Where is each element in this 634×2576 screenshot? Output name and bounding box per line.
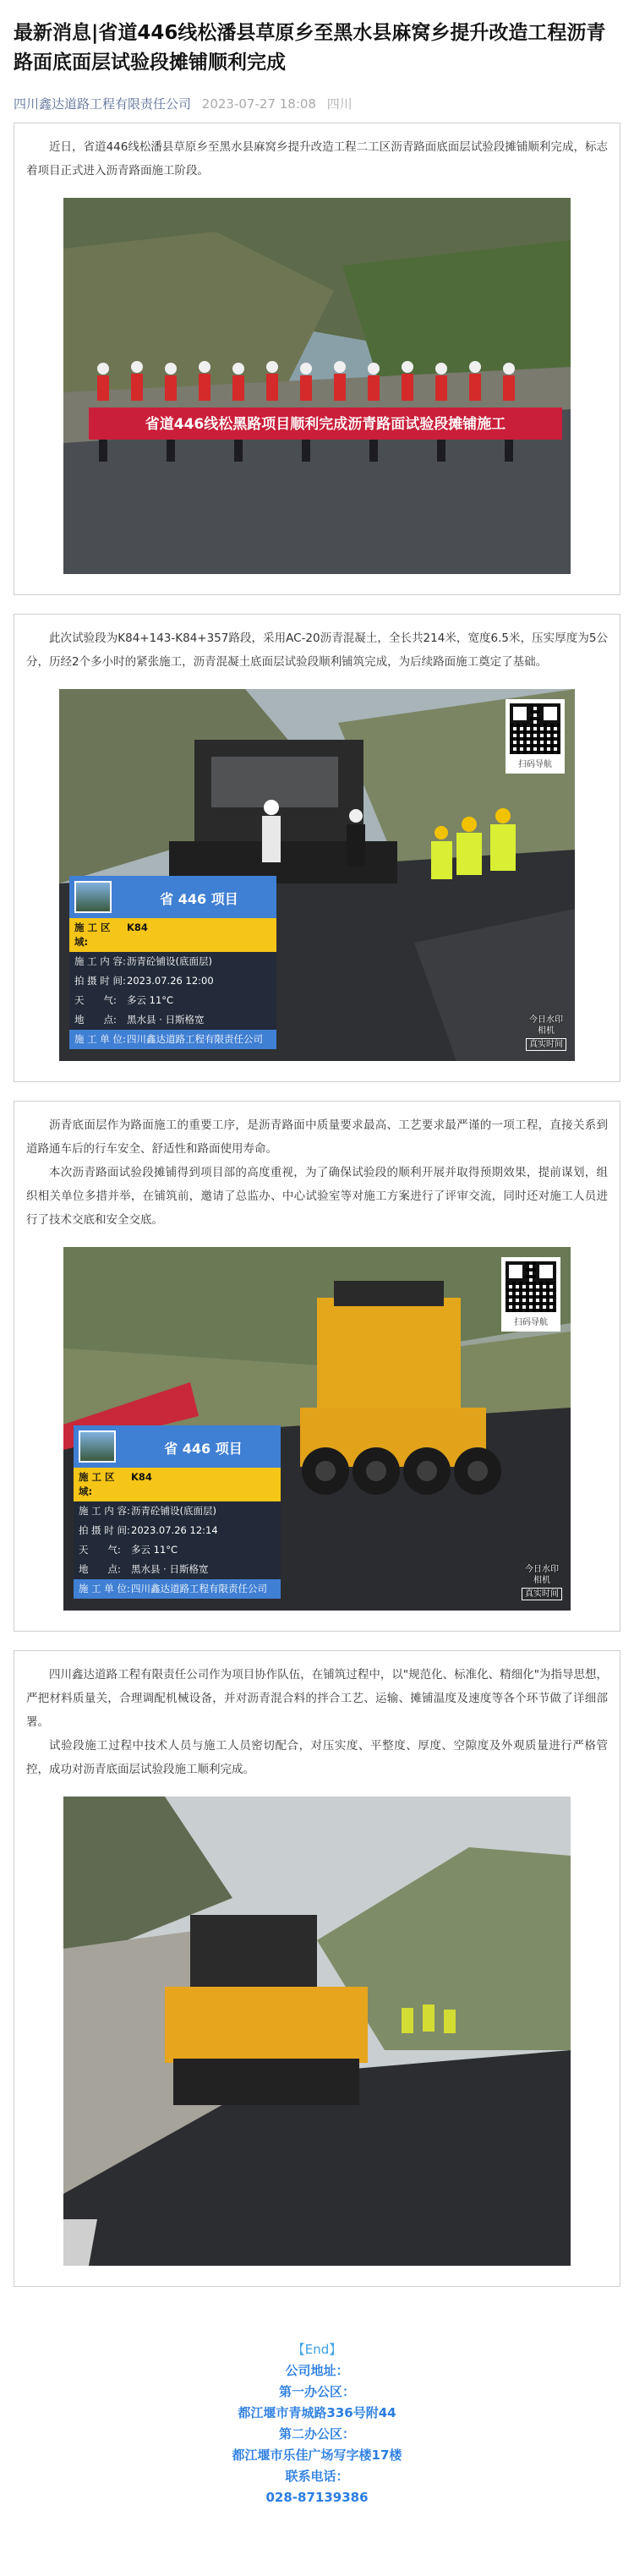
- publish-location: 四川: [326, 96, 353, 112]
- qr-label: 扫码导航: [518, 760, 552, 769]
- paragraph: 本次沥青路面试验段摊铺得到项目部的高度重视，为了确保试验段的顺利开展并取得预期效果，提前谋划，组织相关单位多措并举，在铺筑前，邀请了总监办、中心试验室等对施工方案进行了评审交流，同时还对施工人员进行了技术交底和安全交底。: [26, 1166, 608, 1227]
- card-row-area: 施 工 区 域: K84: [74, 1468, 281, 1501]
- ceremony-banner-text: 省道446线松黑路项目顺利完成沥青路面试验段摊铺施工: [145, 416, 506, 433]
- paragraph: 近日，省道446线松潘县草原乡至黑水县麻窝乡提升改造工程二工区沥青路面底面层试验段摊铺顺利完成，标志着项目正式进入沥青路面施工阶段。: [26, 140, 608, 178]
- compactor-photo[interactable]: [63, 1797, 571, 2266]
- card-row-unit: 施 工 单 位: 四川鑫达道路工程有限责任公司: [74, 1579, 281, 1599]
- card-row-time: 拍 摄 时 间: 2023.07.26 12:14: [74, 1521, 281, 1540]
- card-row-content: 施 工 内 容: 沥青砼铺设(底面层): [69, 952, 276, 971]
- content-section-4: [14, 1650, 620, 2287]
- card-header: [74, 1425, 281, 1468]
- card-row-content: 施 工 内 容: 沥青砼铺设(底面层): [74, 1501, 281, 1521]
- paragraph: 沥青底面层作为路面施工的重要工序，是沥青路面中质量要求最高、工艺要求最严谨的一项工程，直接关系到道路通车后的行车安全、舒适性和路面使用寿命。: [26, 1118, 608, 1156]
- navigation-qr-code[interactable]: [501, 1257, 560, 1332]
- qr-code-icon: [506, 1261, 556, 1312]
- watermark: 今日水印 相机 真实时间: [526, 1015, 566, 1051]
- office2-address: 都江堰市乐佳广场写字楼17楼: [232, 2447, 402, 2463]
- phone-label: 联系电话：: [285, 2469, 349, 2484]
- card-project: 省 446 项目: [160, 891, 238, 907]
- card-project: 省 446 项目: [164, 1441, 243, 1457]
- content-section-1: [14, 123, 620, 595]
- landscape-thumbnail-icon: [79, 1430, 116, 1463]
- construction-info-card: [69, 876, 276, 1049]
- ceremony-photo[interactable]: [63, 198, 571, 574]
- construction-info-card: [74, 1425, 281, 1599]
- office1-label: 第一办公区：: [278, 2384, 355, 2399]
- article-title: 最新消息|省道446线松潘县草原乡至黑水县麻窝乡提升改造工程沥青路面底面层试验段摊铺顺利完成: [14, 22, 606, 74]
- watermark: 今日水印 相机 真实时间: [522, 1564, 562, 1600]
- card-header: [69, 876, 276, 918]
- office1-address: 都江堰市青城路336号附44: [238, 2405, 396, 2420]
- content-section-3: [14, 1101, 620, 1632]
- qr-label: 扫码导航: [514, 1318, 548, 1327]
- address-label: 公司地址：: [285, 2363, 349, 2378]
- card-row-weather: 天 气: 多云 11°C: [69, 991, 276, 1010]
- card-row-weather: 天 气: 多云 11°C: [74, 1540, 281, 1560]
- navigation-qr-code[interactable]: [506, 699, 565, 774]
- article-meta: [14, 95, 620, 112]
- end-marker: 【End】: [292, 2342, 342, 2357]
- landscape-thumbnail-icon: [74, 881, 112, 913]
- roller-photo[interactable]: [63, 1247, 571, 1611]
- ceremony-photo-image: [63, 198, 571, 574]
- phone-number[interactable]: 028-87139386: [265, 2490, 369, 2505]
- paving-photo[interactable]: [59, 689, 575, 1061]
- paragraph: 四川鑫达道路工程有限责任公司作为项目协作队伍，在铺筑过程中，以"规范化、标准化、精细化"为指导思想，严把材料质量关，合理调配机械设备，并对沥青混合料的拌合工艺、运输、摊铺温度及速度等各个环节做了详细部署。: [26, 1668, 608, 1729]
- paragraph: 试验段施工过程中技术人员与施工人员密切配合，对压实度、平整度、厚度、空隙度及外观质量进行严格管控，成功对沥青底面层试验段施工顺利完成。: [26, 1739, 608, 1776]
- paragraph: 此次试验段为K84+143-K84+357路段，采用AC-20沥青混凝土，全长共214米，宽度6.5米，压实厚度为5公分，历经2个多小时的紧张施工，沥青混凝土底面层试验段顺利铺筑完成，为后续路面施工奠定了基础。: [26, 632, 608, 669]
- card-row-area: 施 工 区 域: K84: [69, 918, 276, 952]
- office2-label: 第二办公区：: [278, 2426, 355, 2442]
- card-row-time: 拍 摄 时 间: 2023.07.26 12:00: [69, 971, 276, 991]
- content-section-2: [14, 614, 620, 1082]
- compactor-photo-image: [63, 1797, 571, 2266]
- qr-code-icon: [510, 703, 560, 754]
- card-row-place: 地 点: 黑水县 · 日斯格宽: [69, 1010, 276, 1030]
- publisher-link[interactable]: 四川鑫达道路工程有限责任公司: [14, 96, 192, 112]
- publish-date: 2023-07-27 18:08: [201, 96, 316, 112]
- company-footer: [14, 2339, 620, 2576]
- card-row-place: 地 点: 黑水县 · 日斯格宽: [74, 1560, 281, 1579]
- card-row-unit: 施 工 单 位: 四川鑫达道路工程有限责任公司: [69, 1030, 276, 1049]
